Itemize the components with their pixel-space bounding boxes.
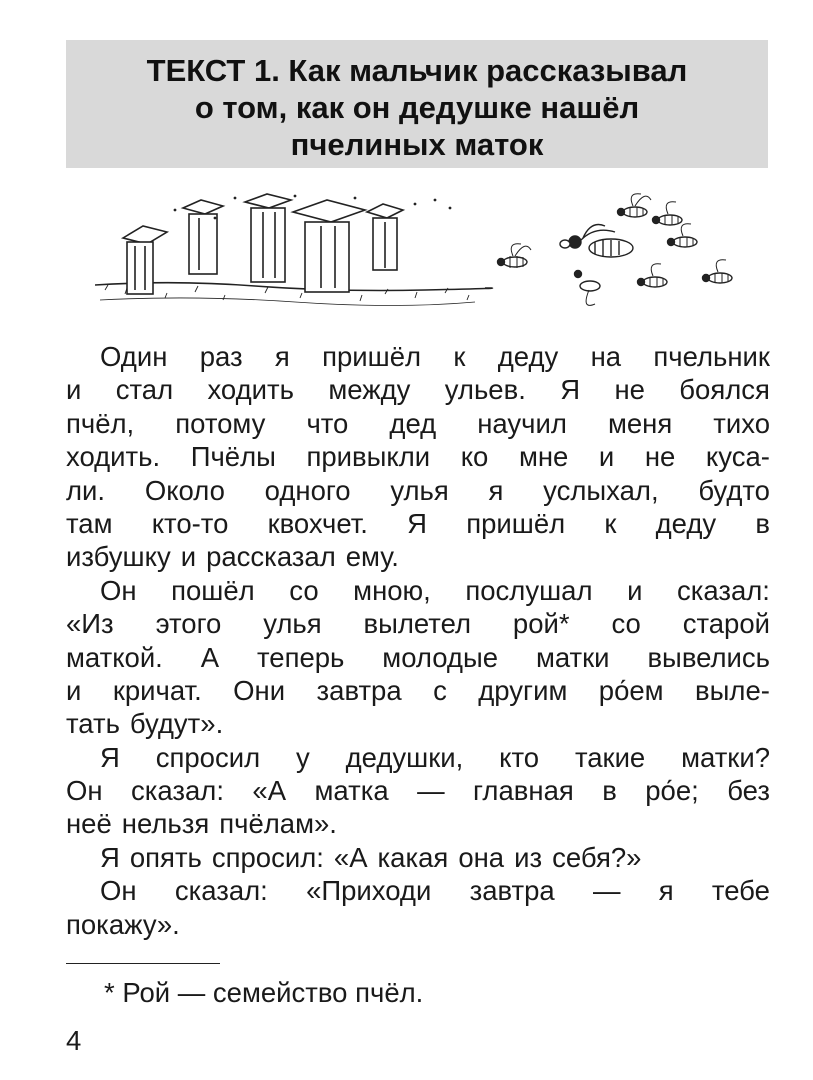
text-line [66, 641, 770, 674]
word: рассказал [206, 541, 336, 573]
word: ро́е; [645, 775, 699, 807]
word: матки? [681, 741, 770, 773]
word: привыкли [306, 441, 431, 473]
word: из [514, 841, 543, 873]
text-line [66, 807, 770, 840]
word: не [614, 374, 645, 406]
word: избушку [66, 541, 171, 573]
word: одного [264, 474, 351, 506]
word: спросил [155, 741, 261, 773]
word: покажу». [66, 908, 180, 940]
word: рой* [512, 608, 570, 640]
text-line [66, 607, 770, 640]
word: и [180, 541, 197, 573]
word: выле- [695, 674, 770, 706]
beehives-apiary-icon [95, 194, 493, 306]
word: в [602, 775, 617, 807]
word: завтра [316, 674, 402, 706]
word: этого [155, 608, 222, 640]
word: я [488, 474, 504, 506]
word: «Из [66, 608, 114, 640]
text-line [66, 674, 770, 707]
word: тихо [713, 407, 770, 439]
word: пчёл, [66, 407, 135, 439]
word: нельзя [121, 808, 210, 840]
word: вылетел [363, 608, 472, 640]
word: деду [655, 507, 717, 539]
word: Пчёлы [190, 441, 276, 473]
word: — [592, 875, 621, 907]
word: неё [66, 808, 112, 840]
word: старой [682, 608, 770, 640]
word: ульев. [444, 374, 526, 406]
footnote-divider [66, 963, 220, 964]
word: опять [129, 841, 202, 873]
word: мне [518, 441, 569, 473]
word: другим [478, 674, 568, 706]
word: молодые [382, 641, 499, 673]
word: ро́ем [598, 674, 664, 706]
text-line [66, 440, 770, 473]
word: боялся [679, 374, 770, 406]
word: и [598, 441, 615, 473]
word: и [66, 374, 82, 406]
word: вывелись [647, 641, 770, 673]
word: тебе [711, 875, 770, 907]
title-box [66, 40, 768, 168]
word: улья [390, 474, 449, 506]
text-line [66, 373, 770, 406]
word: без [727, 775, 770, 807]
word: пришёл [322, 341, 422, 372]
word: там [66, 507, 113, 539]
word: послушал [465, 574, 593, 606]
word: будто [698, 474, 770, 506]
word: деду [497, 341, 559, 372]
word: — [417, 775, 445, 807]
word: кричат. [112, 674, 202, 706]
word: со [289, 574, 319, 606]
word: сказал: [131, 775, 224, 807]
word: научил [477, 407, 567, 439]
word: кто [499, 741, 540, 773]
word: ходить [207, 374, 294, 406]
word: в [755, 507, 770, 539]
text-line [66, 908, 770, 941]
word: у [296, 741, 310, 773]
word: «А [333, 841, 368, 873]
word: спросил: [211, 841, 324, 873]
word: не [644, 441, 676, 473]
word: Я [560, 374, 581, 406]
word: матки [535, 641, 610, 673]
word: с [433, 674, 447, 706]
word: Он [100, 574, 137, 606]
word: пошёл [171, 574, 255, 606]
word: сказал: [676, 574, 770, 606]
word: Они [233, 674, 286, 706]
word: «А [252, 775, 287, 807]
text-line [66, 407, 770, 440]
word: какая [377, 841, 449, 873]
title-line-2: о том, как он дедушке нашёл [194, 90, 640, 125]
text-line [66, 741, 770, 774]
word: кто-то [151, 507, 229, 539]
text-line [66, 474, 770, 507]
word: на [590, 341, 622, 372]
text-line [66, 841, 770, 874]
word: улья [263, 608, 322, 640]
text-line [66, 340, 770, 373]
word: ли. [66, 474, 106, 506]
word: Он [100, 875, 137, 907]
word: себя?» [552, 841, 642, 873]
word: матка [314, 775, 389, 807]
page-number: 4 [66, 1025, 82, 1056]
word: мною, [353, 574, 431, 606]
story-text [66, 340, 770, 941]
word: «Приходи [306, 875, 432, 907]
word: сказал: [174, 875, 268, 907]
word: раз [199, 341, 243, 372]
word: пришёл [466, 507, 566, 539]
text-line [66, 540, 770, 573]
word: тать [66, 708, 120, 740]
text-line [66, 774, 770, 807]
text-line [66, 707, 770, 740]
word: куса- [705, 441, 770, 473]
bees-swarm-icon [498, 194, 733, 306]
word: к [453, 341, 466, 372]
illustration [95, 190, 755, 320]
word: Около [144, 474, 225, 506]
word: пчельник [653, 341, 770, 372]
word: будут». [129, 708, 224, 740]
word: что [306, 407, 349, 439]
word: теперь [256, 641, 345, 673]
word: потому [175, 407, 266, 439]
word: ходить. [66, 441, 161, 473]
word: дед [389, 407, 437, 439]
word: Один [100, 341, 168, 372]
word: и [627, 574, 643, 606]
word: и [66, 674, 82, 706]
word: дедушки, [345, 741, 464, 773]
word: пчёлам». [219, 808, 337, 840]
word: Я [407, 507, 428, 539]
word: квохчет. [267, 507, 368, 539]
word: такие [574, 741, 646, 773]
title-line-3: пчелиных маток [290, 127, 544, 162]
word: стал [115, 374, 174, 406]
word: со [611, 608, 641, 640]
text-line [66, 507, 770, 540]
word: я [274, 341, 290, 372]
word: Он [66, 775, 103, 807]
word: к [604, 507, 617, 539]
word: я [658, 875, 674, 907]
word: ему. [345, 541, 399, 573]
word: маткой. [66, 641, 163, 673]
word: главная [473, 775, 574, 807]
word: А [200, 641, 220, 673]
text-line [66, 574, 770, 607]
text-line [66, 874, 770, 907]
word: между [328, 374, 411, 406]
title-line-1: ТЕКСТ 1. Как мальчик рассказывал [146, 53, 688, 88]
word: завтра [469, 875, 555, 907]
word: услыхал, [543, 474, 659, 506]
word: Я [100, 841, 120, 873]
word: она [458, 841, 505, 873]
footnote: * Рой — семейство пчёл. [104, 977, 424, 1008]
word: меня [607, 407, 673, 439]
word: Я [100, 741, 120, 773]
word: ко [460, 441, 489, 473]
